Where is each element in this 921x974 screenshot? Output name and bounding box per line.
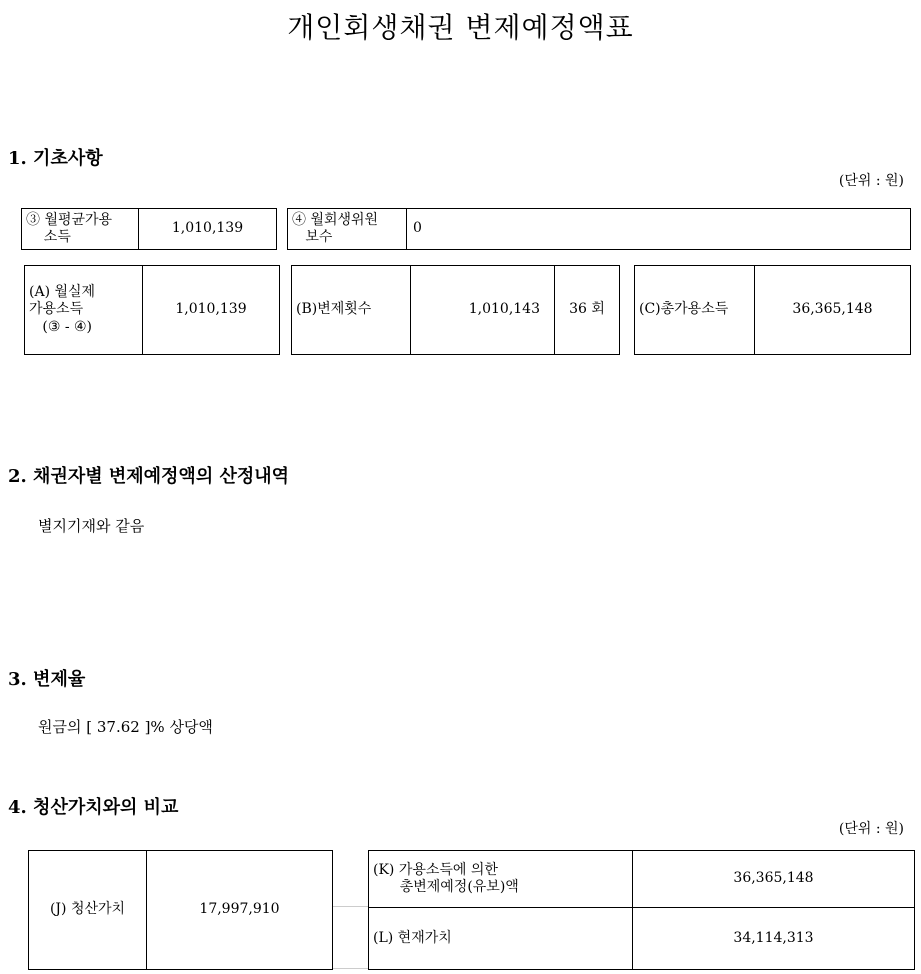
section-1-heading: 1. 기초사항 bbox=[8, 148, 103, 169]
trustee-fee-value: 0 bbox=[406, 209, 910, 249]
liquidation-value: 17,997,910 bbox=[146, 851, 332, 969]
section-3-text: 원금의 [ 37.62 ]% 상당액 bbox=[38, 718, 213, 736]
section-3-heading: 3. 변제율 bbox=[8, 669, 86, 690]
avg-income-value: 1,010,139 bbox=[138, 209, 276, 249]
present-value-label: (L) 현재가치 bbox=[373, 929, 452, 946]
section-2-heading: 2. 채권자별 변제예정액의 산정내역 bbox=[8, 466, 290, 487]
avg-income-label: ③ 월평균가용 소득 bbox=[26, 211, 113, 245]
connector-line-bottom bbox=[333, 968, 369, 969]
actual-income-value: 1,010,139 bbox=[142, 266, 279, 354]
liquidation-label: (J) 청산가치 bbox=[49, 901, 126, 918]
present-value-row bbox=[369, 908, 914, 969]
page-title: 개인회생채권 변제예정액표 bbox=[287, 11, 634, 44]
connector-line bbox=[333, 906, 369, 907]
repay-count-label: (B)변제횟수 bbox=[296, 301, 372, 318]
repay-count-box bbox=[291, 265, 620, 355]
trustee-fee-box bbox=[287, 208, 911, 250]
total-income-label: (C)총가용소득 bbox=[639, 301, 729, 318]
section-2-text: 별지기재와 같음 bbox=[38, 517, 145, 535]
actual-income-box bbox=[24, 265, 280, 355]
total-repay-value: 36,365,148 bbox=[632, 851, 914, 907]
total-repay-label: (K) 가용소득에 의한 총변제예정(유보)액 bbox=[373, 861, 519, 895]
repay-count-value: 1,010,143 bbox=[410, 266, 554, 354]
liquidation-box bbox=[28, 850, 333, 970]
actual-income-label: (A) 월실제 가용소득 (③ - ④) bbox=[29, 283, 96, 335]
section-4-heading: 4. 청산가치와의 비교 bbox=[8, 797, 179, 818]
total-income-value: 36,365,148 bbox=[754, 266, 910, 354]
section-4-unit: (단위 : 원) bbox=[838, 821, 904, 837]
section-1-unit: (단위 : 원) bbox=[838, 173, 904, 189]
total-income-box bbox=[634, 265, 911, 355]
total-repay-row bbox=[369, 851, 914, 908]
repayment-compare-box bbox=[368, 850, 915, 970]
avg-income-box bbox=[21, 208, 277, 250]
trustee-fee-label: ④ 월회생위원 보수 bbox=[292, 211, 379, 245]
present-value-value: 34,114,313 bbox=[632, 908, 914, 969]
repay-count-times: 36 회 bbox=[554, 266, 619, 354]
